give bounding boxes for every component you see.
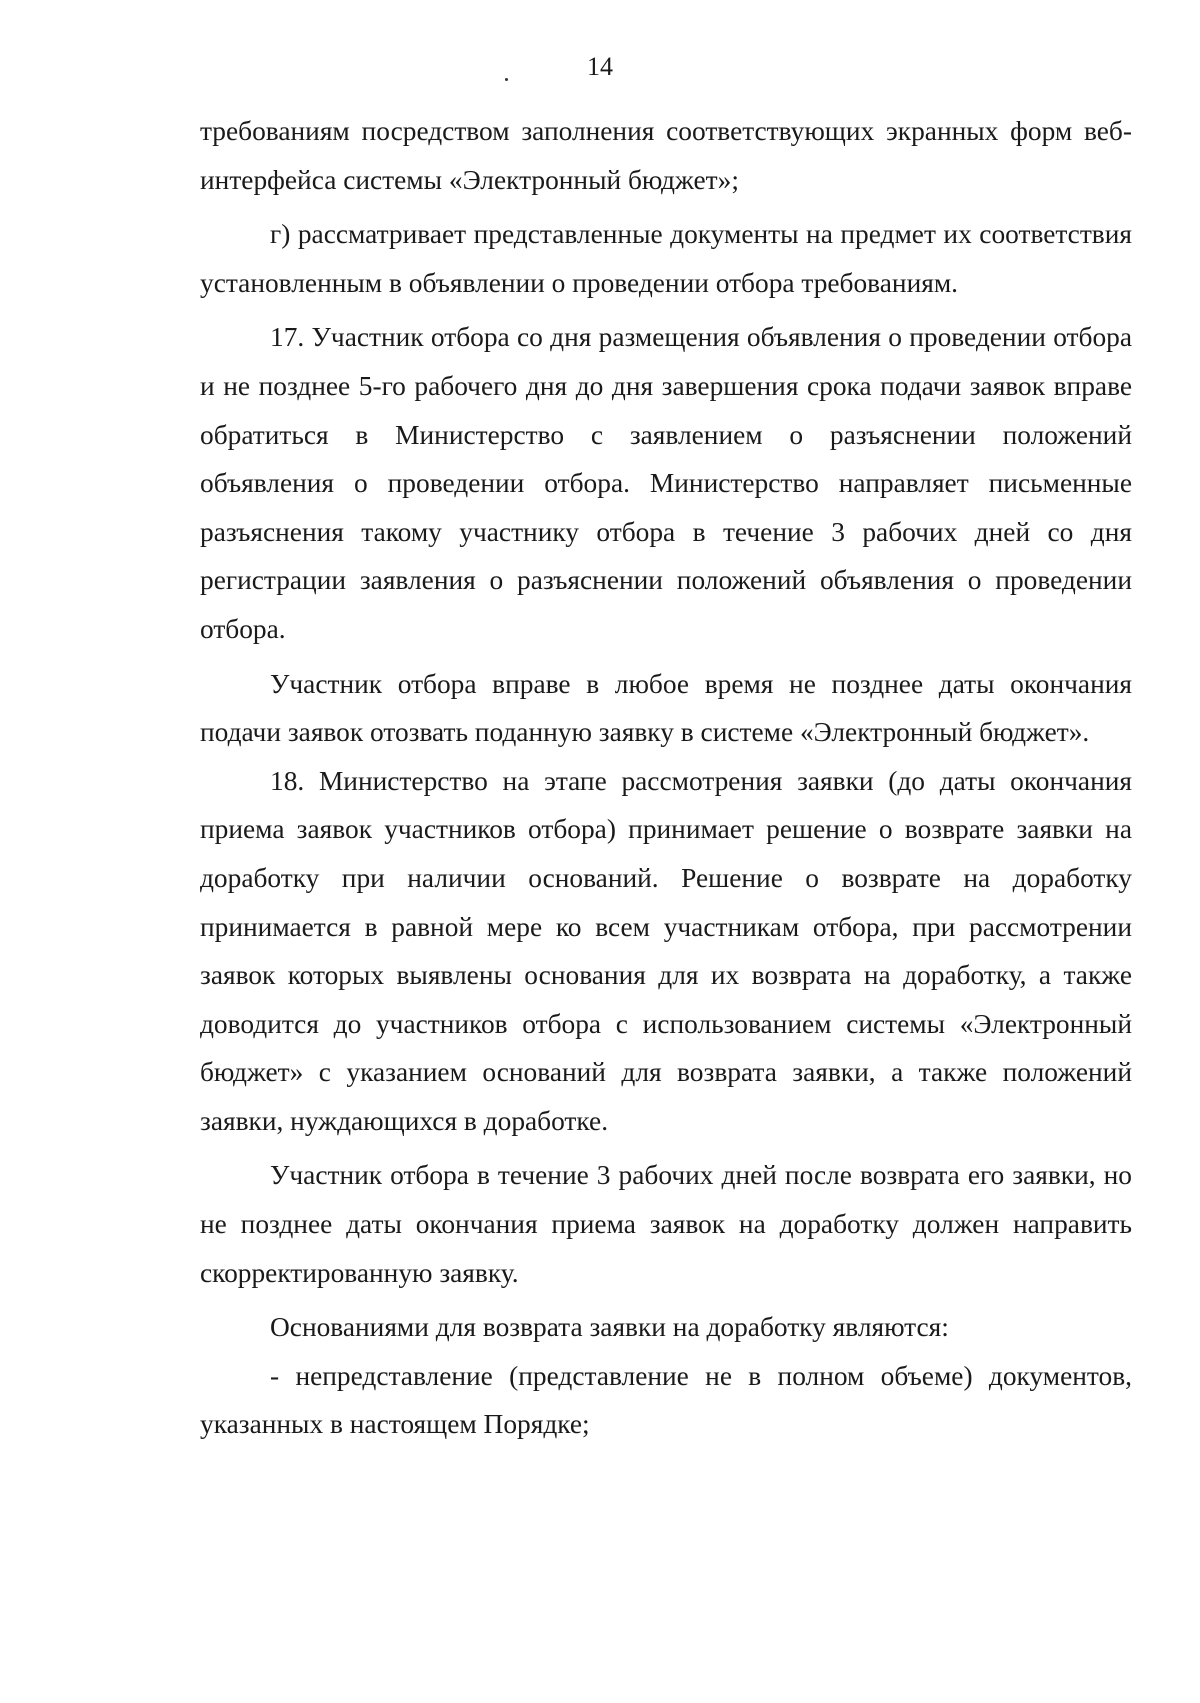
document-body [200,107,1132,1449]
paragraph-item-g: г) рассматривает представленные документы на предмет их соответствия установленным в объявлении о проведении отбора требованиям. [200,219,1132,298]
paragraph-grounds-heading: Основаниями для возврата заявки на доработку являются: [270,1312,949,1343]
paragraph-grounds-item-1: - непредставление (представление не в полном объеме) документов, указанных в настоящем Порядке; [200,1360,1132,1440]
paragraph-18: 18. Министерство на этапе рассмотрения заявки (до даты окончания приема заявок участников отбора) принимает решение о возврате заявки на доработку при наличии оснований. Решение о возврате на доработку принимается в равной мере ко всем участникам отбора, при рассмотрении заявок которых выявлены основания для их возврата на доработку, а также доводится до участников отбора с использованием системы «Электронный бюджет» с указанием оснований для возврата заявки, а также положений заявки, нуждающихся в доработке. [200,765,1132,1136]
paragraph-correction: Участник отбора в течение 3 рабочих дней после возврата его заявки, но не позднее даты окончания приема заявок на доработку должен направить скорректированную заявку. [200,1160,1132,1288]
paragraph-withdrawal: Участник отбора вправе в любое время не позднее даты окончания подачи заявок отозвать поданную заявку в системе «Электронный бюджет». [200,668,1132,748]
page-number: 14 [587,52,613,81]
paragraph-17: 17. Участник отбора со дня размещения объявления о проведении отбора и не позднее 5-го рабочего дня до дня завершения срока подачи заявок вправе обратиться в Министерство с заявлением о разъяснении положений объявления о проведении отбора. Министерство направляет письменные разъяснения такому участнику отбора в течение 3 рабочих дней со дня регистрации заявления о разъяснении положений объявления о проведении отбора. [200,322,1132,644]
paragraph-continuation: требованиям посредством заполнения соответствующих экранных форм веб-интерфейса системы «Электронный бюджет»; [200,116,1132,195]
scan-speck [505,78,508,81]
